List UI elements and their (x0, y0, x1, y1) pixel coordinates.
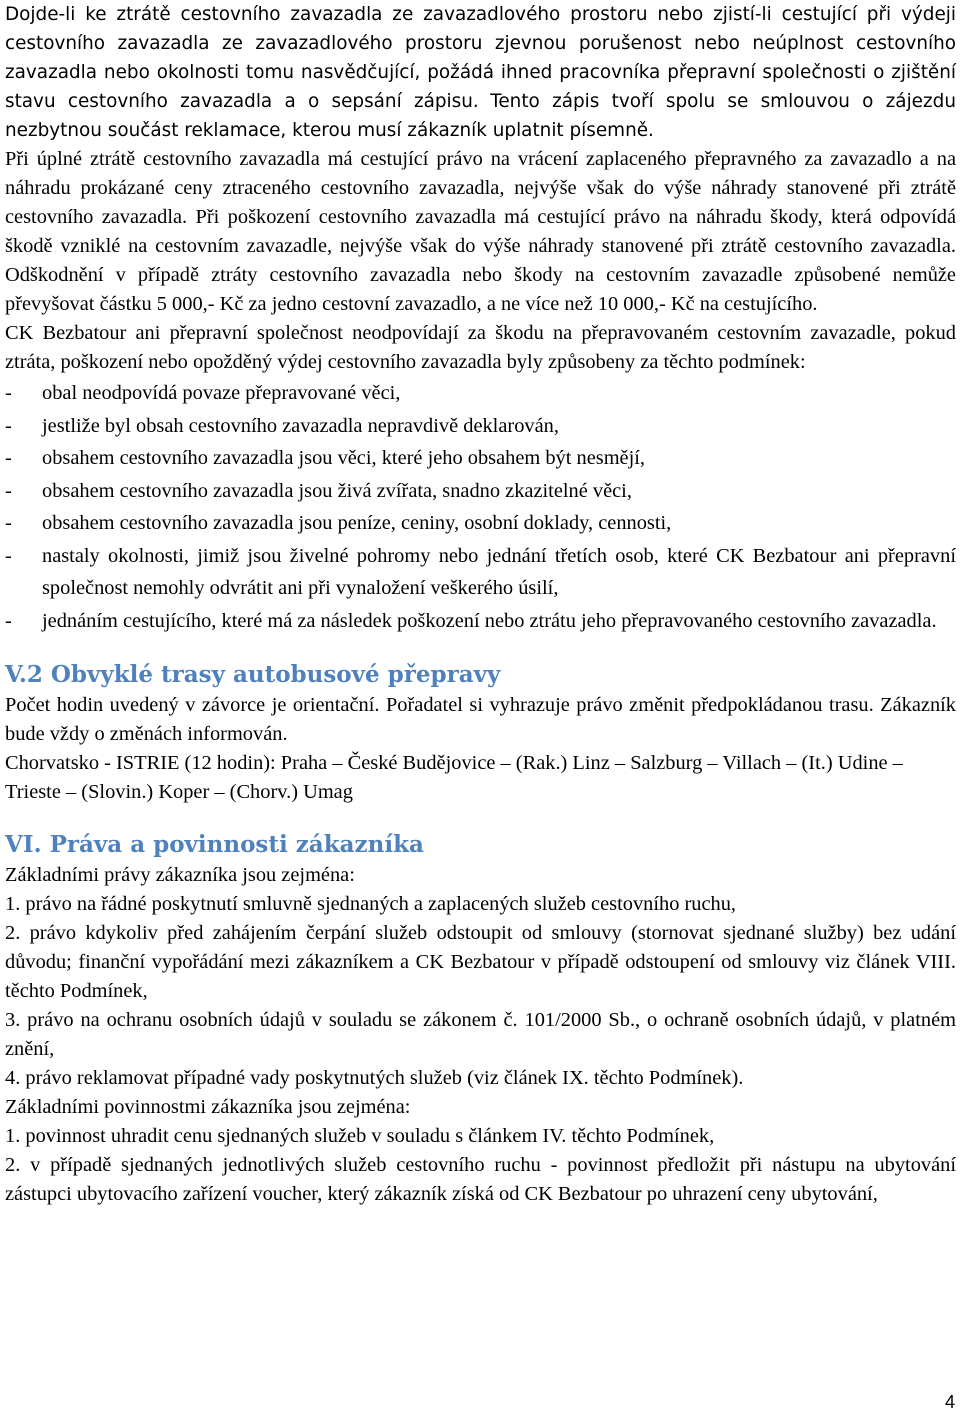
duty-item-2: 2. v případě sjednaných jednotlivých služeb cestovního ruchu - povinnost předložit při nástupu na ubytování zástupci ubytovacího zařízení voucher, který zákazník získá od CK Bezbatour po uhrazení ceny ubytování, (5, 1154, 956, 1205)
section-heading-vi: VI. Práva a povinnosti zákazníka (5, 831, 424, 858)
list-item: - nastaly okolnosti, jimiž jsou živelné pohromy nebo jednání třetích osob, které CK Bezbatour ani přepravní společnost nemohly odvrátit ani při vynaložení veškerého úsilí, (5, 544, 956, 599)
page-number: 4 (944, 1392, 955, 1412)
liability-conditions-list (5, 377, 956, 637)
paragraph-route-note: Počet hodin uvedený v závorce je orientační. Pořadatel si vyhrazuje právo změnit předpokládanou trasu. Zákazník bude vždy o změnách informován. (5, 694, 956, 745)
right-item-3: 3. právo na ochranu osobních údajů v souladu se zákonem č. 101/2000 Sb., o ochraně osobních údajů, v platném znění, (5, 1009, 956, 1060)
paragraph-luggage-loss-report-part2: Tento zápis tvoří spolu se smlouvou o zájezdu nezbytnou součást reklamace, kterou musí zákazník uplatnit písemně. (5, 91, 956, 141)
list-item: - obal neodpovídá povaze přepravované věci, (5, 382, 401, 404)
duty-item-1: 1. povinnost uhradit cenu sjednaných služeb v souladu s článkem IV. těchto Podmínek, (5, 1125, 715, 1147)
section-heading-v2: V.2 Obvyklé trasy autobusové přepravy (5, 661, 501, 688)
rights-intro: Základními právy zákazníka jsou zejména: (5, 864, 355, 886)
list-item: - jednáním cestujícího, které má za následek poškození nebo ztrátu jeho přepravovaného cestovního zavazadla. (5, 609, 937, 632)
paragraph-luggage-loss-report-part1: Dojde-li ke ztrátě cestovního zavazadla ze zavazadlového prostoru nebo zjistí-li cestující při výdeji cestovního zavazadla ze zavazadlového prostoru zjevnou porušenost nebo neúplnost cestovního zavazadla nebo okolnosti tomu nasvědčující, požádá ihned pracovníka přepravní společnosti o zjištění stavu cestovního zavazadla a o sepsání zápisu. (5, 4, 956, 112)
right-item-2: 2. právo kdykoliv před zahájením čerpání služeb odstoupit od smlouvy (stornovat sjednané služby) bez udání důvodu; finanční vypořádání mezi zákazníkem a CK Bezbatour v případě odstoupení od smlouvy viz článek VIII. těchto Podmínek, (5, 922, 956, 1002)
list-item: - jestliže byl obsah cestovního zavazadla nepravdivě deklarován, (5, 414, 559, 437)
duties-intro: Základními povinnostmi zákazníka jsou zejména: (5, 1096, 411, 1118)
document-page (5, 0, 956, 1209)
right-item-4: 4. právo reklamovat případné vady poskytnutých služeb (viz článek IX. těchto Podmínek). (5, 1067, 744, 1089)
list-item: - obsahem cestovního zavazadla jsou věci, které jeho obsahem být nesmějí, (5, 447, 646, 469)
paragraph-luggage-loss-report (5, 0, 956, 145)
list-item: - obsahem cestovního zavazadla jsou peníze, ceniny, osobní doklady, cennosti, (5, 512, 672, 534)
paragraph-liability-exclusions: CK Bezbatour ani přepravní společnost neodpovídají za škodu na přepravovaném cestovním zavazadle, pokud ztráta, poškození nebo opožděný výdej cestovního zavazadla byly způsobeny za těchto podmínek: (5, 322, 956, 373)
paragraph-route: Chorvatsko - ISTRIE (12 hodin): Praha – České Budějovice – (Rak.) Linz – Salzburg – Villach – (It.) Udine – Trieste – (Slovin.) Koper – (Chorv.) Umag (5, 752, 903, 803)
paragraph-luggage-compensation: Při úplné ztrátě cestovního zavazadla má cestující právo na vrácení zaplaceného přepravného za zavazadlo a na náhradu prokázané ceny ztraceného cestovního zavazadla, nejvýše však do výše náhrady stanovené při ztrátě cestovního zavazadla. Při poškození cestovního zavazadla má cestující právo na náhradu škody, která odpovídá škodě vzniklé na cestovním zavazadle, nejvýše však do výše náhrady stanovené při ztrátě cestovního zavazadla. Odškodnění v případě ztráty cestovního zavazadla nebo škody na cestovním zavazadle způsobené nemůže převyšovat částku 5 000,- Kč za jedno cestovní zavazadlo, a ne více než 10 000,- Kč na cestujícího. (5, 148, 956, 315)
list-item: - obsahem cestovního zavazadla jsou živá zvířata, snadno zkazitelné věci, (5, 479, 632, 502)
right-item-1: 1. právo na řádné poskytnutí smluvně sjednaných a zaplacených služeb cestovního ruchu, (5, 893, 737, 915)
